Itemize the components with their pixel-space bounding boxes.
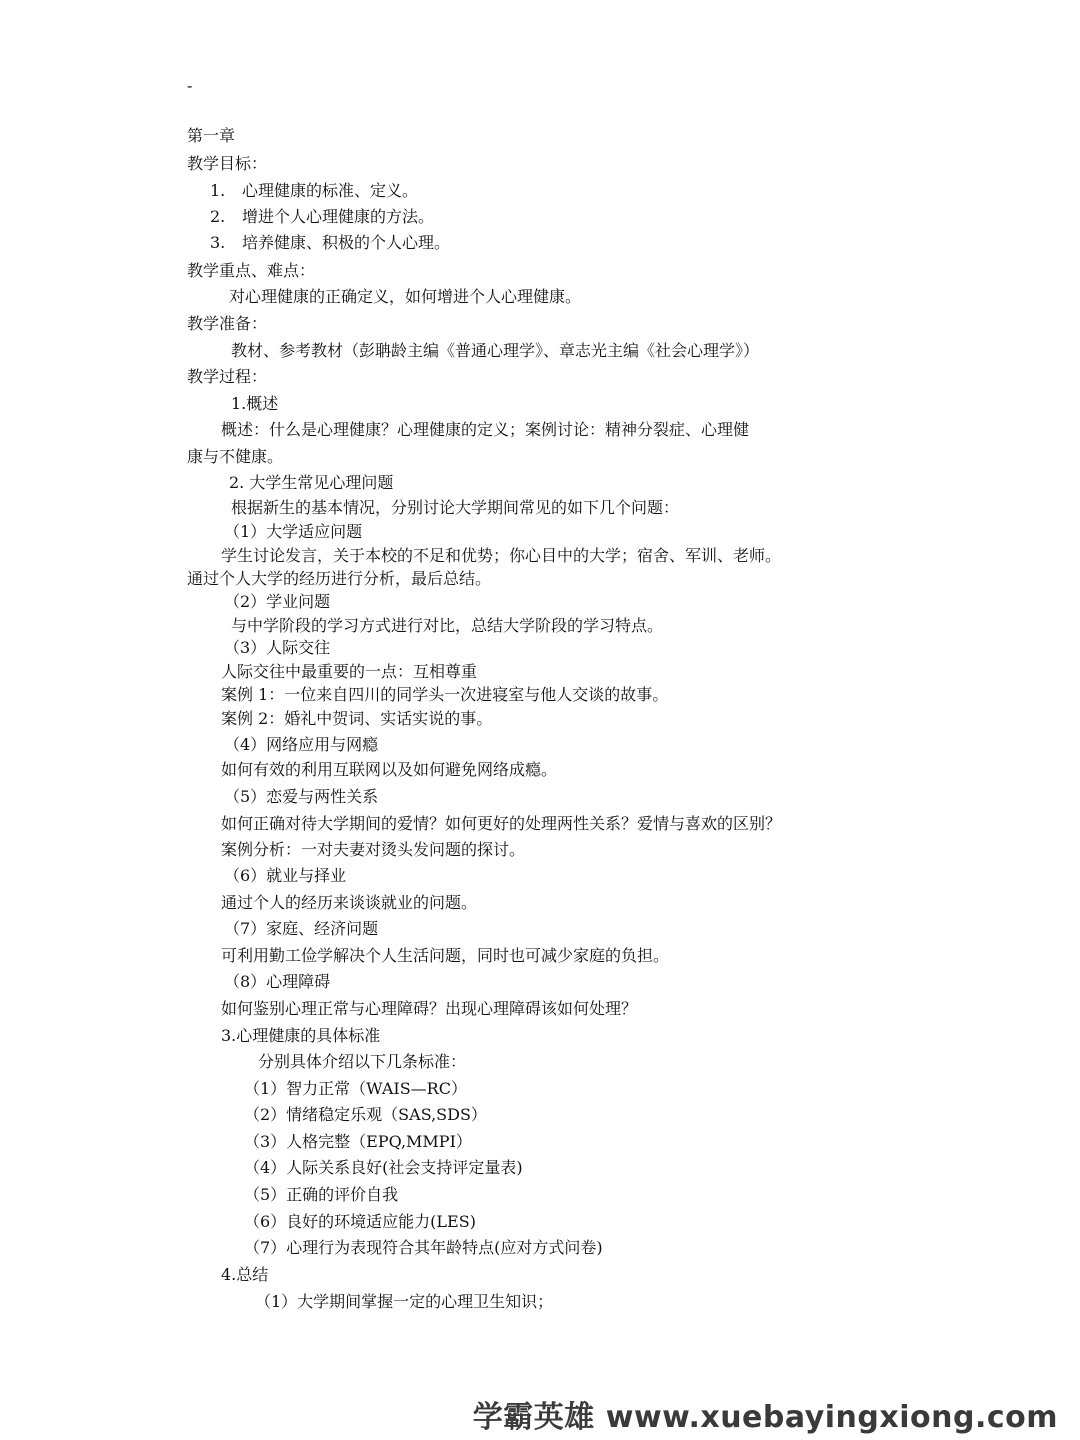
section-1-text: 概述：什么是心理健康？心理健康的定义；案例讨论：精神分裂症、心理健 xyxy=(221,420,750,439)
problem-1-text: 学生讨论发言，关于本校的不足和优势；你心目中的大学；宿舍、军训、老师。 xyxy=(221,546,782,565)
preparation-text: 教材、参考教材（彭聃龄主编《普通心理学》、章志光主编《社会心理学》） xyxy=(231,341,760,360)
standard-item: （7）心理行为表现符合其年龄特点(应对方式问卷) xyxy=(244,1238,603,1257)
preparation-heading: 教学准备： xyxy=(187,314,268,333)
goal-item xyxy=(210,233,450,253)
section-1-text-cont: 康与不健康。 xyxy=(187,447,284,466)
problem-3-case-2: 案例 2：婚礼中贺词、实话实说的事。 xyxy=(221,709,493,728)
goal-text: 心理健康的标准、定义。 xyxy=(242,181,419,200)
goal-number: 3. xyxy=(210,233,226,252)
goal-text: 培养健康、积极的个人心理。 xyxy=(242,233,451,252)
problem-2-text: 与中学阶段的学习方式进行对比，总结大学阶段的学习特点。 xyxy=(231,616,664,635)
watermark-footer: 学霸英雄 www.xuebayingxiong.com xyxy=(472,1400,1058,1435)
chapter-title: 第一章 xyxy=(187,126,236,145)
problem-1-title: （1）大学适应问题 xyxy=(224,522,363,541)
goals-heading: 教学目标： xyxy=(187,154,268,173)
goal-item xyxy=(210,207,434,227)
problem-2-title: （2）学业问题 xyxy=(224,592,331,611)
problem-6-title: （6）就业与择业 xyxy=(224,866,347,885)
section-2-title: 2. 大学生常见心理问题 xyxy=(229,473,394,492)
summary-item: （1）大学期间掌握一定的心理卫生知识； xyxy=(255,1292,554,1311)
section-4-title: 4.总结 xyxy=(221,1265,269,1284)
problem-6-text: 通过个人的经历来谈谈就业的问题。 xyxy=(221,893,478,912)
section-2-intro: 根据新生的基本情况，分别讨论大学期间常见的如下几个问题： xyxy=(231,498,680,517)
standard-item: （4）人际关系良好(社会支持评定量表) xyxy=(244,1158,523,1177)
problem-3-case-1: 案例 1：一位来自四川的同学头一次进寝室与他人交谈的故事。 xyxy=(221,685,669,704)
goal-number: 2. xyxy=(210,207,226,226)
section-1-title: 1.概述 xyxy=(231,394,279,413)
standard-item: （1）智力正常（WAIS—RC） xyxy=(244,1079,467,1098)
keypoints-text: 对心理健康的正确定义，如何增进个人心理健康。 xyxy=(229,287,582,306)
goal-text: 增进个人心理健康的方法。 xyxy=(242,207,435,226)
goal-item xyxy=(210,181,418,201)
problem-4-title: （4）网络应用与网瘾 xyxy=(224,735,379,754)
problem-7-title: （7）家庭、经济问题 xyxy=(224,919,379,938)
standard-item: （6）良好的环境适应能力(LES) xyxy=(244,1212,476,1231)
goal-number: 1. xyxy=(210,181,226,200)
problem-4-text: 如何有效的利用互联网以及如何避免网络成瘾。 xyxy=(221,760,558,779)
problem-5-title: （5）恋爱与两性关系 xyxy=(224,787,379,806)
standard-item: （2）情绪稳定乐观（SAS,SDS） xyxy=(244,1105,487,1124)
keypoints-heading: 教学重点、难点： xyxy=(187,261,316,280)
problem-5-text: 如何正确对待大学期间的爱情？如何更好的处理两性关系？爱情与喜欢的区别？ xyxy=(221,814,782,833)
section-3-title: 3.心理健康的具体标准 xyxy=(221,1026,381,1045)
problem-5-case: 案例分析：一对夫妻对烫头发问题的探讨。 xyxy=(221,840,526,859)
problem-8-title: （8）心理障碍 xyxy=(224,972,331,991)
standard-item: （3）人格完整（EPQ,MMPI） xyxy=(244,1132,472,1151)
problem-8-text: 如何鉴别心理正常与心理障碍？出现心理障碍该如何处理？ xyxy=(221,999,638,1018)
problem-3-text: 人际交往中最重要的一点：互相尊重 xyxy=(221,662,478,681)
standard-item: （5）正确的评价自我 xyxy=(244,1185,399,1204)
section-3-intro: 分别具体介绍以下几条标准： xyxy=(258,1052,467,1071)
process-heading: 教学过程： xyxy=(187,367,268,386)
problem-7-text: 可利用勤工俭学解决个人生活问题，同时也可减少家庭的负担。 xyxy=(221,946,670,965)
header-dash: - xyxy=(187,76,193,95)
problem-3-title: （3）人际交往 xyxy=(224,638,331,657)
problem-1-text-cont: 通过个人大学的经历进行分析，最后总结。 xyxy=(187,569,492,588)
